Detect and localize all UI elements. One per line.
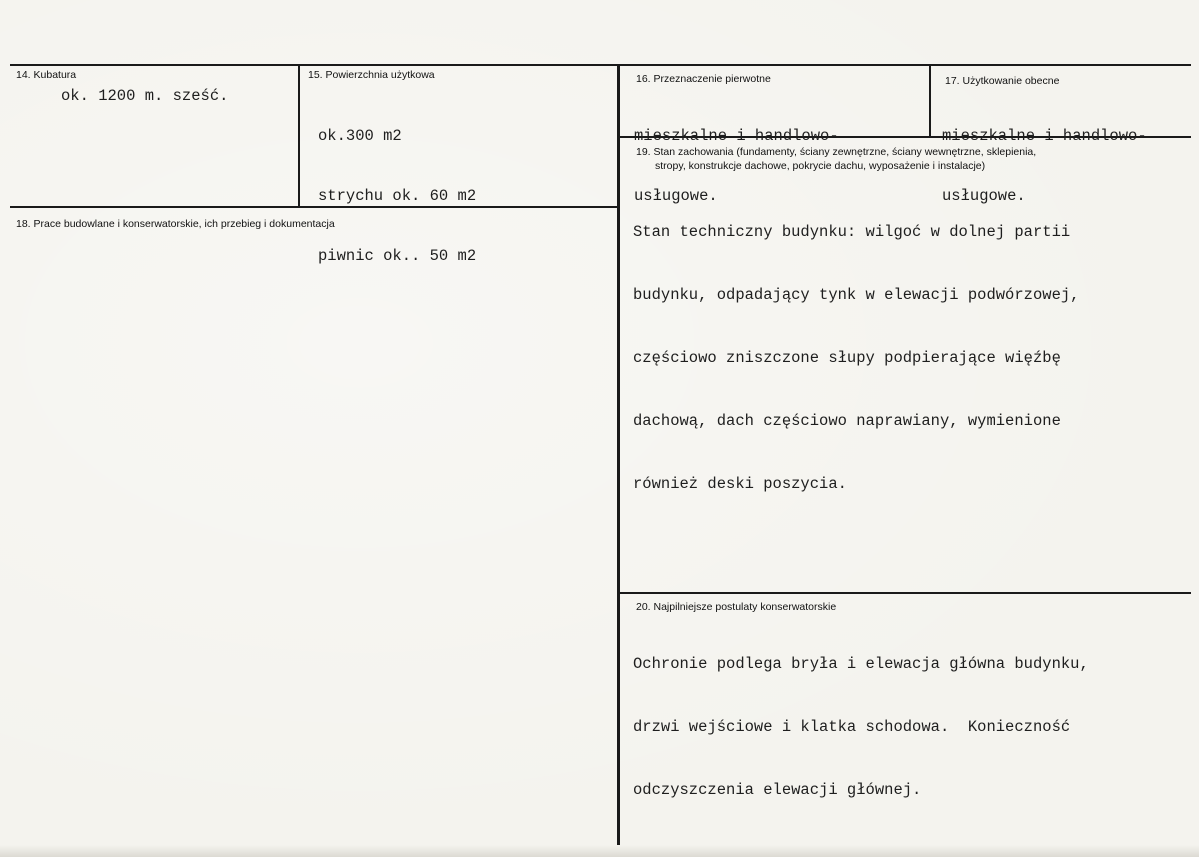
field-16-label: 16. Przeznaczenie pierwotne	[636, 73, 771, 85]
field-20-value	[633, 612, 1089, 843]
rule-vertical-16-17	[929, 64, 931, 138]
rule-vertical-14-15	[298, 64, 300, 206]
field-19-line: częściowo zniszczone słupy podpierające więźbę	[633, 349, 1061, 367]
field-20-line: drzwi wejściowe i klatka schodowa. Konieczność	[633, 718, 1071, 736]
field-15-label: 15. Powierzchnia użytkowa	[308, 69, 435, 81]
field-15-line: piwnic ok.. 50 m2	[318, 247, 477, 265]
field-19-line: dachową, dach częściowo naprawiany, wymienione	[633, 412, 1061, 430]
field-17-label: 17. Użytkowanie obecne	[945, 75, 1060, 87]
field-14-label: 14. Kubatura	[16, 69, 77, 81]
scan-bottom-edge	[0, 845, 1199, 857]
field-17-line: mieszkalne i handlowo-	[942, 127, 1147, 145]
field-19-line: również deski poszycia.	[633, 475, 847, 493]
field-15-value	[318, 86, 476, 306]
field-19-value	[633, 180, 1079, 537]
field-16-line: mieszkalne i handlowo-	[634, 127, 839, 145]
field-15-line: strychu ok. 60 m2	[318, 187, 477, 205]
field-20-line: odczyszczenia elewacji głównej.	[633, 781, 922, 799]
field-16-line: usługowe.	[634, 187, 718, 205]
field-19-line: Stan techniczny budynku: wilgoć w dolnej partii	[633, 223, 1071, 241]
field-20-label: 20. Najpilniejsze postulaty konserwatorskie	[636, 601, 837, 613]
rule-above-20	[617, 592, 1191, 594]
field-17-line: usługowe.	[942, 187, 1026, 205]
field-19-line: budynku, odpadający tynk w elewacji podwórzowej,	[633, 286, 1080, 304]
field-19-label-line-1: 19. Stan zachowania (fundamenty, ściany zewnętrzne, ściany wewnętrzne, sklepienia,	[636, 146, 1037, 158]
field-15-line: ok.300 m2	[318, 127, 402, 145]
rule-top	[10, 64, 1191, 66]
field-19-label-line-2: stropy, konstrukcje dachowe, pokrycie dachu, wyposażenie i instalacje)	[655, 160, 986, 172]
field-20-line: Ochronie podlega bryła i elewacja główna budynku,	[633, 655, 1089, 673]
rule-below-14-15	[10, 206, 619, 208]
field-18-label: 18. Prace budowlane i konserwatorskie, ich przebieg i dokumentacja	[16, 218, 335, 230]
field-14-value: ok. 1200 m. sześć.	[61, 87, 229, 105]
rule-vertical-main	[617, 64, 620, 850]
